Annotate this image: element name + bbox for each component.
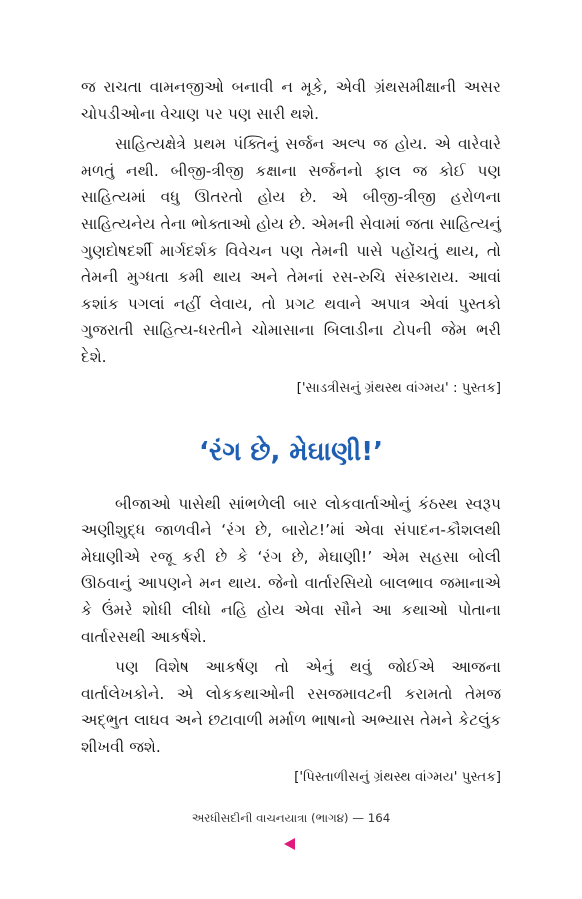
page-footer: અરધીસદીની વાચનયાત્રા (ભાગ૪) — 164 (191, 811, 391, 825)
source-citation: ['સાડત્રીસનું ગ્રંથસ્થ વાંગ્મય' : પુસ્તક] (296, 379, 501, 396)
triangle-left-icon[interactable] (284, 838, 295, 850)
section-heading: ‘રંગ છે, મેઘાણી!’ (199, 436, 383, 467)
paragraph-folktales: બીજાઓ પાસેથી સાંભળેલી બાર લોકવાર્તાઓનું કંઠસ્થ સ્વરૂપ અણીશુદ્ધ જાળવીને ‘રંગ છે, બારોટ!’માં એવા સંપાદન-કૌશલથી મેઘાણીએ રજૂ કરી છે કે ‘રંગ છે, મેઘાણી!’ એમ સહસા બોલી ઊઠવાનું આપણને મન થાય. જેનો વાર્તારસિયો બાલભાવ જમાનાએ કે ઉંમરે શોધી લીધો નહિ હોય એવા સૌને આ કથાઓ પોતાના વાર્તારસથી આકર્ષશે. (81, 494, 501, 646)
page-content (81, 74, 501, 788)
paragraph-continuation: જ રાચતા વામનજીઓ બનાવી ન મૂકે, એવી ગ્રંથસમીક્ષાની અસર ચોપડીઓના વેચાણ પર પણ સારી થશે. (81, 78, 501, 123)
source-citation: ['પિસ્તાળીસનું ગ્રંથસ્થ વાંગ્મય' પુસ્તક] (294, 769, 501, 786)
paragraph-literature-critique: સાહિત્યક્ષેત્રે પ્રથમ પંક્તિનું સર્જન અલ્પ જ હોય. એ વારેવારે મળતું નથી. બીજી-ત્રીજી કક્ષાના સર્જનનો ફાલ જ કોઈ પણ સાહિત્યમાં વધુ ઊતરતો હોય છે. એ બીજી-ત્રીજી હરોળના સાહિત્યનેય તેના ભોક્તાઓ હોય છે. એમની સેવામાં જતા સાહિત્યનું ગુણદોષદર્શી માર્ગદર્શક વિવેચન પણ તેમની પાસે પહોંચતું થાય, તો તેમની મુગ્ધતા કમી થાય અને તેમનાં રસ-રુચિ સંસ્કારાય. આવાં કશાંક પગલાં નહીં લેવાય, તો પ્રગટ થવાને અપાત્ર એવાં પુસ્તકો ગુજરાતી સાહિત્ય-ધરતીને ચોમાસાના બિલાડીના ટોપની જેમ ભરી દેશે. (81, 135, 501, 366)
paragraph-story-writers: પણ વિશેષ આકર્ષણ તો એનું થવું જોઈએ આજના વાર્તાલેખકોને. એ લોકકથાઓની રસજમાવટની કરામતો તેમજ અદ્ભુત લાઘવ અને છટાવાળી મર્માળ ભાષાનો અભ્યાસ તેમને કેટલુંક શીખવી જશે. (81, 658, 501, 756)
